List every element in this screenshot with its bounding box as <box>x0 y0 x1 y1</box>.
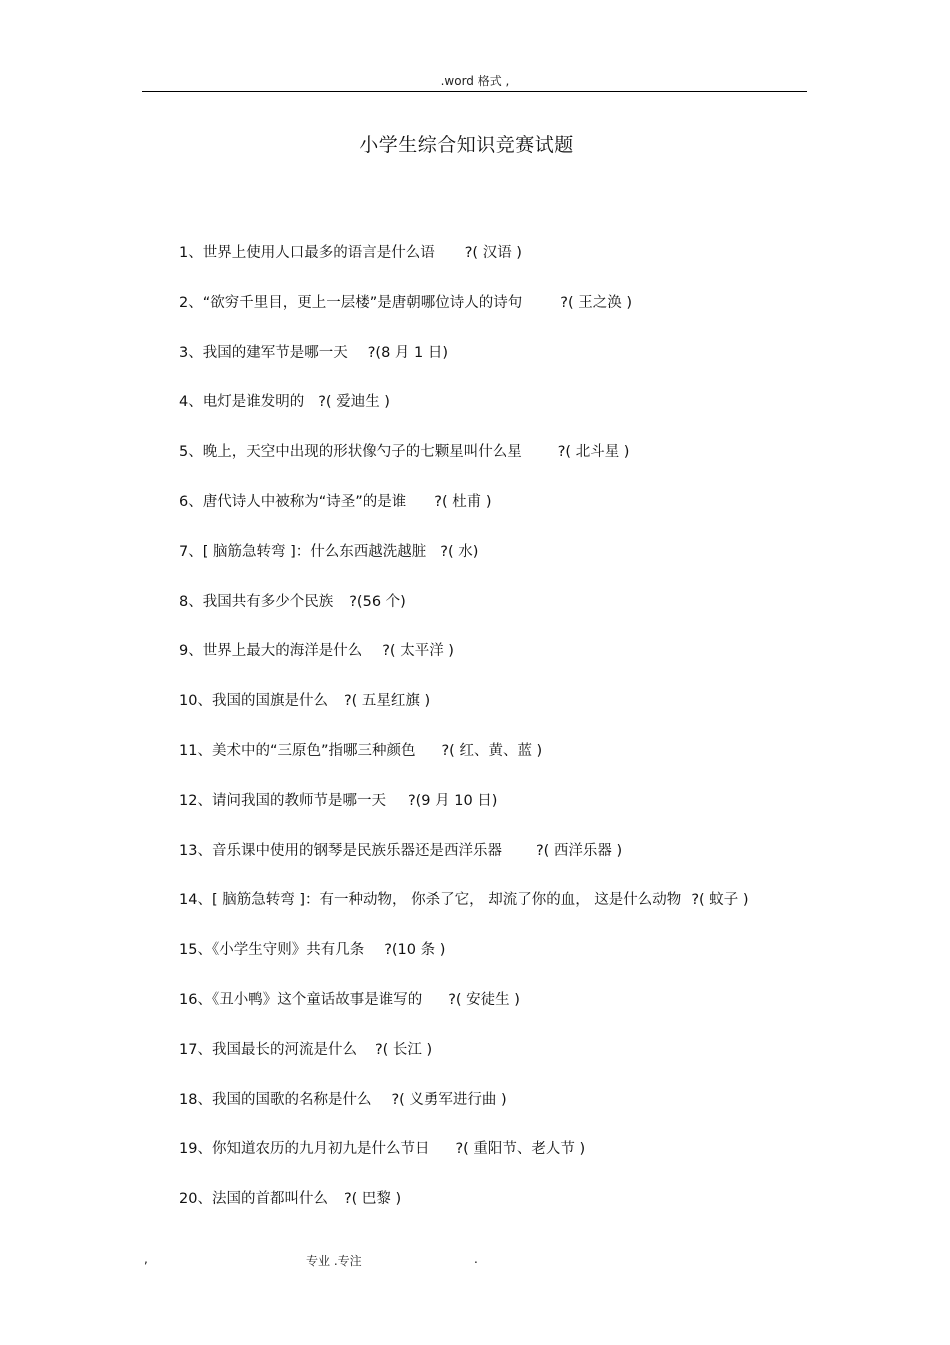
question-number: 8、 <box>179 593 203 610</box>
question-item <box>179 392 879 442</box>
question-number: 12、 <box>179 792 212 809</box>
question-number: 10、 <box>179 693 212 710</box>
question-number: 5、 <box>179 444 203 461</box>
question-item <box>179 1090 879 1140</box>
question-item <box>179 641 879 691</box>
page-footer: 专业 .专注 <box>306 1254 362 1268</box>
question-item <box>179 741 879 791</box>
question-text: 我国最长的河流是什么 <box>211 1041 357 1058</box>
question-text: 世界上使用人口最多的语言是什么语 <box>202 245 435 261</box>
question-number: 17、 <box>179 1041 212 1058</box>
question-item <box>179 990 879 1040</box>
question-text: 请问我国的教师节是哪一天 <box>211 792 386 809</box>
question-number: 7、 <box>179 543 203 560</box>
question-item <box>179 592 879 642</box>
question-number: 1、 <box>179 245 203 261</box>
question-answer: ?( 安徒生 ) <box>448 991 520 1008</box>
question-number: 16、 <box>179 991 212 1008</box>
question-text: [ 脑筋急转弯 ]：有一种动物， 你杀了它， 却流了你的血， 这是什么动物 <box>211 892 682 909</box>
question-item <box>179 1189 879 1239</box>
question-item <box>179 890 879 940</box>
question-item <box>179 791 879 841</box>
question-answer: ?( 王之涣 ) <box>560 294 632 311</box>
question-text: 你知道农历的九月初九是什么节日 <box>211 1141 430 1158</box>
question-number: 15、 <box>179 942 212 959</box>
question-text: 美术中的“三原色”指哪三种颜色 <box>211 742 416 759</box>
footer-right-mark: . <box>474 1252 478 1266</box>
question-answer: ?( 长江 ) <box>374 1041 433 1058</box>
question-text: 法国的首都叫什么 <box>211 1191 328 1208</box>
question-answer: ?( 汉语 ) <box>464 245 522 261</box>
question-answer: ?(8 月 1 日) <box>367 344 449 361</box>
question-item <box>179 940 879 990</box>
question-answer: ?(9 月 10 日) <box>407 792 498 809</box>
question-text: 我国的国歌的名称是什么 <box>211 1091 372 1108</box>
question-item <box>179 293 879 343</box>
question-answer: ?( 蚊子 ) <box>691 892 749 909</box>
question-text: 我国的建军节是哪一天 <box>202 344 348 361</box>
question-text: 音乐课中使用的钢琴是民族乐器还是西洋乐器 <box>211 842 502 859</box>
question-text: 世界上最大的海洋是什么 <box>202 643 363 660</box>
question-answer: ?(56 个) <box>349 593 406 610</box>
question-number: 13、 <box>179 842 212 859</box>
question-answer: ?( 红、黄、蓝 ) <box>441 742 543 759</box>
question-item <box>179 343 879 393</box>
question-item <box>179 1040 879 1090</box>
question-text: 我国共有多少个民族 <box>202 593 334 610</box>
question-number: 4、 <box>179 394 203 411</box>
question-number: 14、 <box>179 892 212 909</box>
question-text: 晚上，天空中出现的形状像勺子的七颗星叫什么星 <box>202 444 522 461</box>
question-text: 我国的国旗是什么 <box>211 693 328 710</box>
question-answer: ?( 太平洋 ) <box>382 643 454 660</box>
question-answer: ?( 西洋乐器 ) <box>535 842 623 859</box>
question-answer: ?(10 条 ) <box>384 942 446 959</box>
document-title: 小学生综合知识竞赛试题 <box>359 134 574 156</box>
question-number: 20、 <box>179 1191 212 1208</box>
question-number: 11、 <box>179 742 212 759</box>
question-answer: ?( 重阳节、老人节 ) <box>455 1141 586 1158</box>
question-text: 唐代诗人中被称为“诗圣”的是谁 <box>202 493 407 510</box>
question-text: [ 脑筋急转弯 ]：什么东西越洗越脏 <box>202 543 427 560</box>
question-list <box>179 243 879 1239</box>
question-number: 9、 <box>179 643 203 660</box>
question-item <box>179 1139 879 1189</box>
footer-left-mark: , <box>144 1252 148 1266</box>
question-item <box>179 442 879 492</box>
question-number: 18、 <box>179 1091 212 1108</box>
question-item <box>179 243 879 293</box>
question-text: 电灯是谁发明的 <box>202 394 305 411</box>
question-answer: ?( 义勇军进行曲 ) <box>391 1091 507 1108</box>
question-answer: ?( 巴黎 ) <box>343 1191 402 1208</box>
page-header: .word 格式 , <box>440 74 510 88</box>
question-number: 6、 <box>179 493 203 510</box>
header-divider <box>142 91 807 92</box>
question-text: 《小学生守则》共有几条 <box>211 942 365 959</box>
question-answer: ?( 水) <box>440 543 479 560</box>
question-answer: ?( 杜甫 ) <box>434 493 492 510</box>
question-number: 2、 <box>179 294 203 311</box>
question-answer: ?( 爱迪生 ) <box>318 394 390 411</box>
question-text: 《丑小鸭》这个童话故事是谁写的 <box>211 991 423 1008</box>
question-answer: ?( 五星红旗 ) <box>343 693 431 710</box>
question-item <box>179 841 879 891</box>
question-item <box>179 542 879 592</box>
question-item <box>179 492 879 542</box>
question-number: 3、 <box>179 344 203 361</box>
question-answer: ?( 北斗星 ) <box>557 444 630 461</box>
question-number: 19、 <box>179 1141 212 1158</box>
question-text: “欲穷千里目，更上一层楼”是唐朝哪位诗人的诗句 <box>202 294 523 311</box>
question-item <box>179 691 879 741</box>
